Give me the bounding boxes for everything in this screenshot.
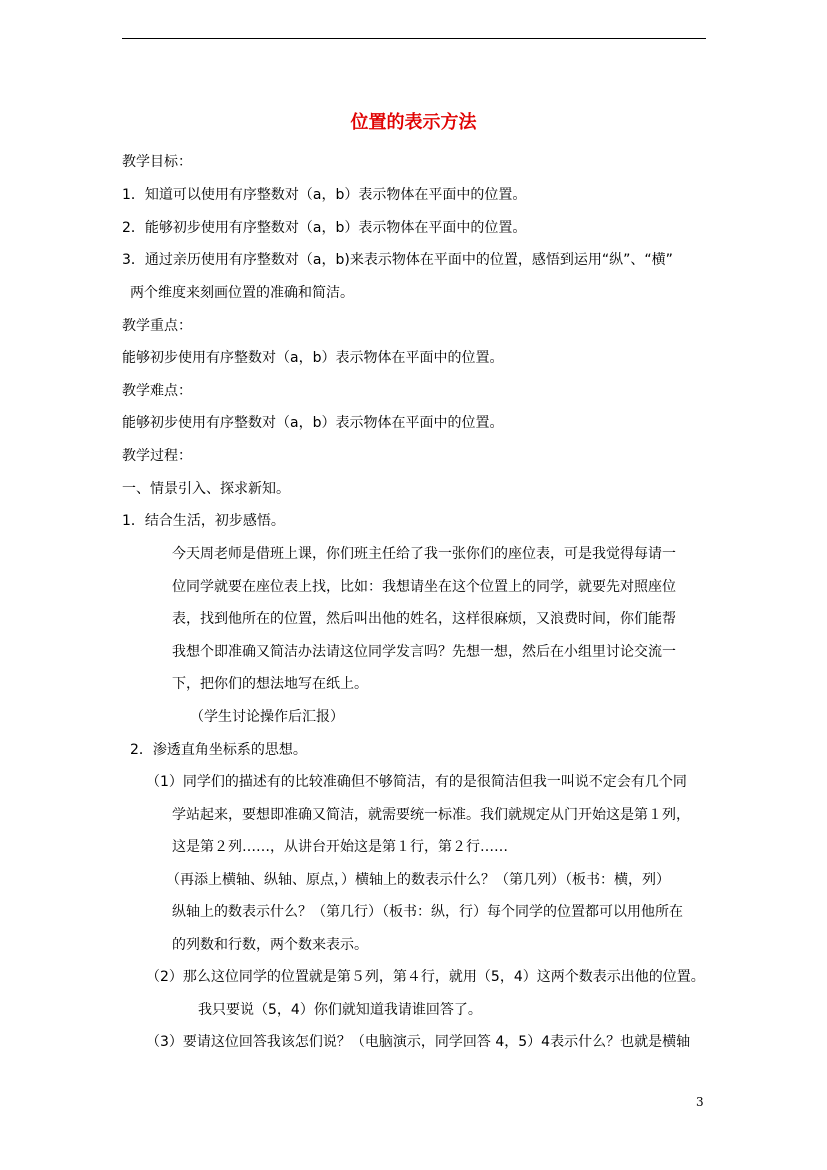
difficult-heading: 教学难点： <box>122 383 192 399</box>
header-rule <box>122 38 706 39</box>
difficult-text: 能够初步使用有序整数对（a，b）表示物体在平面中的位置。 <box>122 415 504 431</box>
item-line: （1）同学们的描述有的比较准确但不够简洁，有的是很简洁但我一叫说不定会有几个同 <box>146 774 687 790</box>
item-line: （3）要请这位回答我该怎们说？（电脑演示，同学回答 4，5）4表示什么？也就是横轴 <box>146 1034 691 1050</box>
item-line: （再添上横轴、纵轴、原点，）横轴上的数表示什么？（第几列）（板书：横，列） <box>166 872 670 888</box>
student-report-note: （学生讨论操作后汇报） <box>190 709 344 725</box>
goal-item: 2．能够初步使用有序整数对（a，b）表示物体在平面中的位置。 <box>122 220 527 236</box>
paragraph-line: 今天周老师是借班上课，你们班主任给了我一张你们的座位表，可是我觉得每请一 <box>172 546 676 562</box>
section-heading: 一、情景引入、探求新知。 <box>122 481 290 497</box>
paragraph-line: 我想个即准确又简洁办法请这位同学发言吗？先想一想，然后在小组里讨论交流一 <box>172 644 676 660</box>
item-line: 学站起来，要想即准确又简洁，就需要统一标准。我们就规定从门开始这是第１列， <box>172 807 690 823</box>
page-number: 3 <box>696 1095 704 1109</box>
goal-item: 3．通过亲历使用有序整数对（a，b)来表示物体在平面中的位置，感悟到运用“纵”、“横” <box>122 252 673 268</box>
step-heading: 1．结合生活，初步感悟。 <box>122 513 285 529</box>
goals-heading: 教学目标： <box>122 154 192 170</box>
item-line: （2）那么这位同学的位置就是第５列，第４行，就用（5，4）这两个数表示出他的位置。 <box>146 969 705 985</box>
paragraph-line: 表，找到他所在的位置，然后叫出他的姓名，这样很麻烦，又浪费时间，你们能帮 <box>172 611 676 627</box>
process-heading: 教学过程： <box>122 448 192 464</box>
paragraph-line: 位同学就要在座位表上找，比如：我想请坐在这个位置上的同学，就要先对照座位 <box>172 579 676 595</box>
step-heading: 2．渗透直角坐标系的思想。 <box>130 742 307 758</box>
item-line: 的列数和行数，两个数来表示。 <box>172 937 368 953</box>
key-text: 能够初步使用有序整数对（a，b）表示物体在平面中的位置。 <box>122 350 504 366</box>
item-line: 我只要说（5，4）你们就知道我请谁回答了。 <box>198 1002 482 1018</box>
goal-item-continuation: 两个维度来刻画位置的准确和简洁。 <box>130 285 354 301</box>
goal-item: 1．知道可以使用有序整数对（a，b）表示物体在平面中的位置。 <box>122 187 527 203</box>
key-heading: 教学重点： <box>122 318 192 334</box>
paragraph-line: 下，把你们的想法地写在纸上。 <box>172 676 368 692</box>
item-line: 纵轴上的数表示什么？（第几行）（板书：纵，行）每个同学的位置都可以用他所在 <box>172 904 683 920</box>
item-line: 这是第２列……，从讲台开始这是第１行，第２行…… <box>172 839 508 855</box>
document-title: 位置的表示方法 <box>350 112 477 133</box>
